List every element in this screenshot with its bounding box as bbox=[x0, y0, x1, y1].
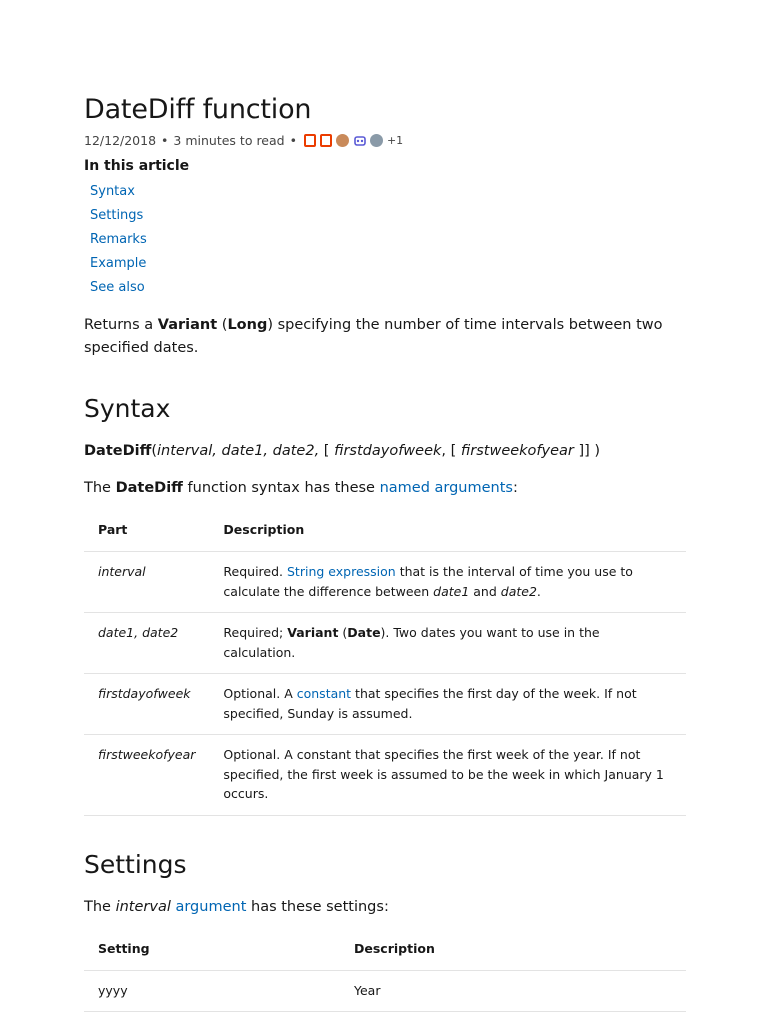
syntax-lead: The DateDiff function syntax has these named arguments: bbox=[84, 480, 518, 496]
meta-separator: • bbox=[161, 132, 169, 148]
table-header-row bbox=[84, 929, 686, 971]
contributors[interactable] bbox=[304, 134, 403, 147]
part-cell: date1, date2 bbox=[84, 613, 209, 674]
table-row bbox=[84, 613, 686, 674]
table-row bbox=[84, 735, 686, 816]
table-of-contents bbox=[84, 180, 686, 300]
description-cell: Optional. A constant that specifies the first day of the week. If not specified, Sunday is assumed. bbox=[209, 674, 686, 735]
syntax-heading: Syntax bbox=[84, 394, 171, 423]
column-header-part: Part bbox=[84, 510, 209, 552]
office-icon bbox=[304, 134, 316, 147]
part-cell: firstweekofyear bbox=[84, 735, 209, 816]
arguments-table bbox=[84, 510, 686, 816]
meta-separator: • bbox=[289, 132, 297, 148]
description-cell: Year bbox=[340, 970, 686, 1012]
part-cell: firstdayofweek bbox=[84, 674, 209, 735]
column-header-setting: Setting bbox=[84, 929, 340, 971]
description-cell: Optional. A constant that specifies the first week of the year. If not specified, the first week is assumed to be the week in which January 1 occurs. bbox=[209, 735, 686, 816]
column-header-description: Description bbox=[340, 929, 686, 971]
toc-link-remarks[interactable]: Remarks bbox=[90, 232, 147, 247]
table-row bbox=[84, 674, 686, 735]
article-meta bbox=[84, 130, 686, 150]
page-title: DateDiff function bbox=[84, 94, 312, 125]
read-time: 3 minutes to read bbox=[173, 132, 285, 148]
column-header-description: Description bbox=[209, 510, 686, 552]
argument-link[interactable]: argument bbox=[175, 898, 247, 915]
part-cell: interval bbox=[84, 552, 209, 613]
syntax-signature: DateDiff(interval, date1, date2, [ firstdayofweek, [ firstweekofyear ]] ) bbox=[84, 443, 601, 459]
setting-cell: yyyy bbox=[84, 970, 340, 1012]
toc-link-syntax[interactable]: Syntax bbox=[90, 184, 135, 199]
table-row bbox=[84, 552, 686, 613]
settings-lead: The interval argument has these settings: bbox=[84, 898, 389, 915]
description-cell: Required; Variant (Date). Two dates you want to use in the calculation. bbox=[209, 613, 686, 674]
toc-link-see-also[interactable]: See also bbox=[90, 280, 145, 295]
toc-heading: In this article bbox=[84, 158, 190, 174]
table-row bbox=[84, 970, 686, 1012]
more-contributors[interactable]: +1 bbox=[386, 133, 404, 147]
article bbox=[84, 92, 686, 1012]
constant-link[interactable]: constant bbox=[296, 686, 352, 701]
settings-table bbox=[84, 929, 686, 1013]
contributor-avatar[interactable] bbox=[353, 134, 366, 147]
table-header-row bbox=[84, 510, 686, 552]
article-date: 12/12/2018 bbox=[84, 132, 157, 148]
contributor-avatar[interactable] bbox=[370, 134, 383, 147]
string-expression-link[interactable]: String expression bbox=[287, 564, 396, 579]
toc-link-example[interactable]: Example bbox=[90, 256, 147, 271]
named-arguments-link[interactable]: named arguments bbox=[379, 480, 513, 496]
contributor-avatar[interactable] bbox=[336, 134, 349, 147]
toc-link-settings[interactable]: Settings bbox=[90, 208, 144, 223]
settings-heading: Settings bbox=[84, 849, 187, 879]
description-cell: Required. String expression that is the interval of time you use to calculate the difference between date1 and date2. bbox=[209, 552, 686, 613]
office-icon bbox=[320, 134, 332, 147]
intro-paragraph: Returns a Variant (Long) specifying the number of time intervals between two specified dates. bbox=[84, 317, 663, 356]
